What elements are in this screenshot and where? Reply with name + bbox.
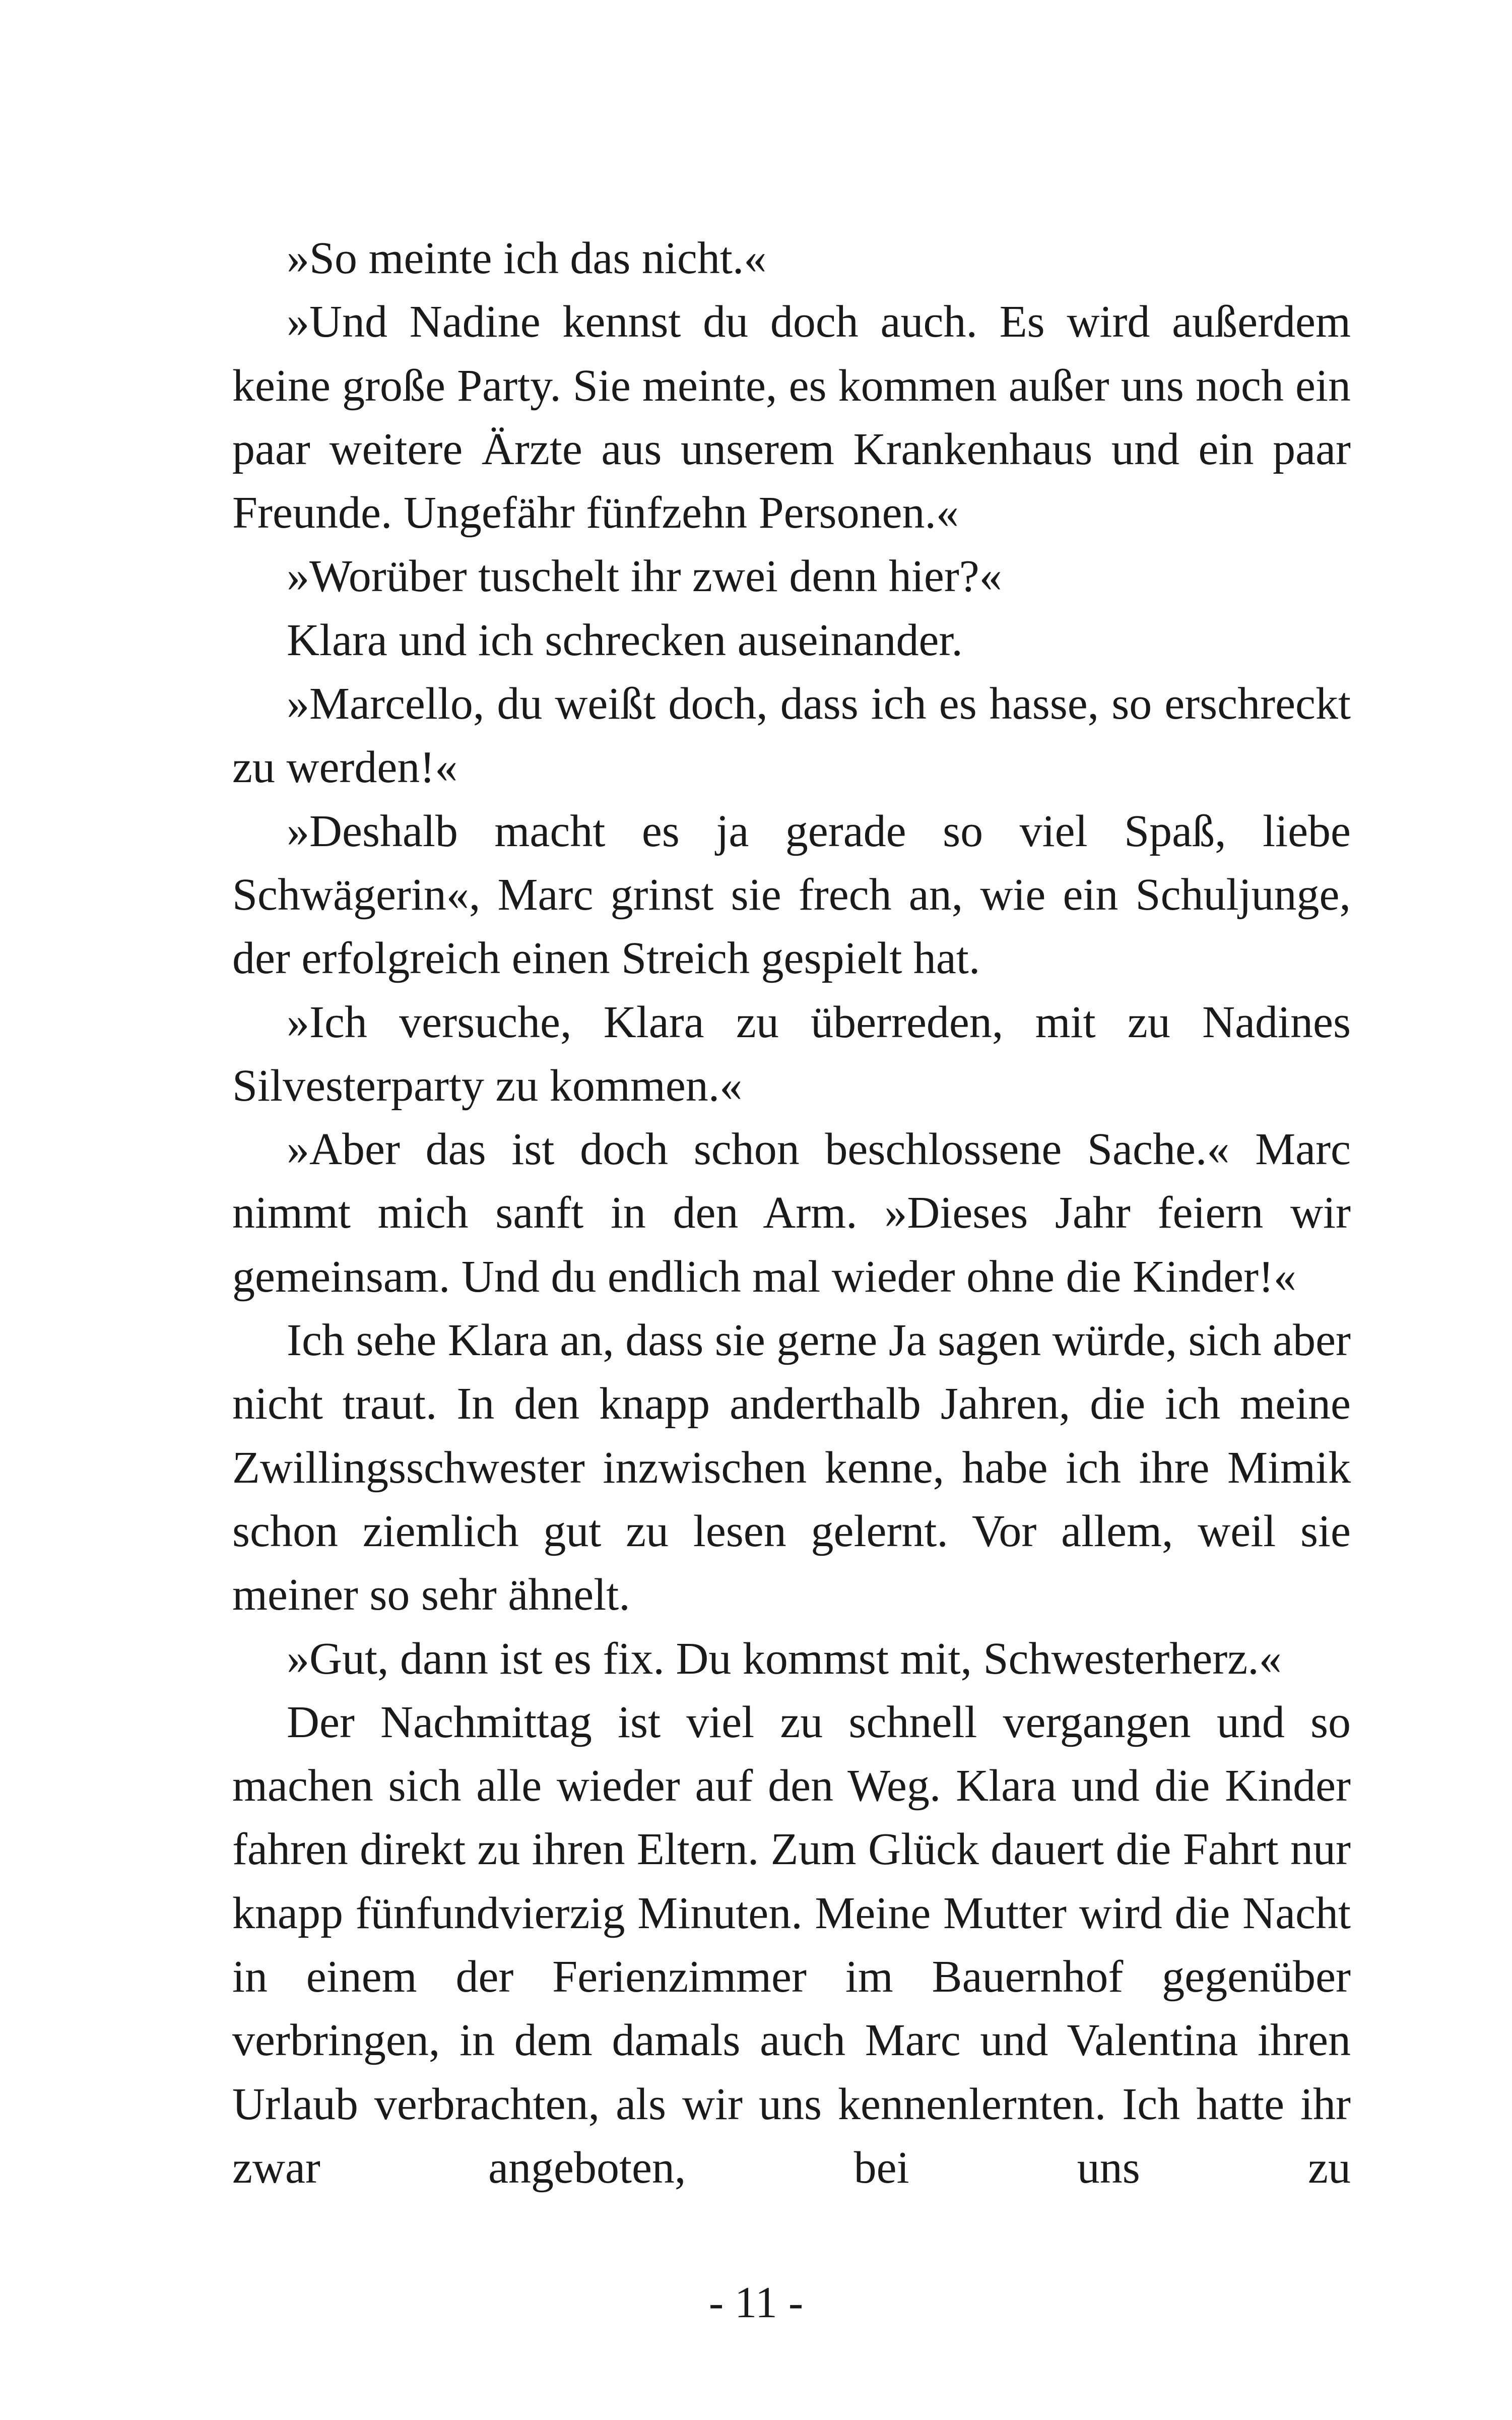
paragraph: »Deshalb macht es ja gerade so viel Spaß, liebe Schwägerin«, Marc grinst sie frech an, wie ein Schuljunge, der erfolgreich einen Streich gespielt hat.: [232, 806, 1351, 984]
paragraph-last: Der Nachmittag ist viel zu schnell vergangen und so machen sich alle wieder auf den Weg. Klara und die Kinder fahren direkt zu ihren Eltern. Zum Glück dauert die Fahrt nur knapp fünfundvierzig Minuten. Meine Mutter wird die Nacht in einem der Ferienzimmer im Bauernhof gegenüber verbringen, in dem damals auch Marc und Valentina ihren Urlaub verbrachten, als wir uns kennenlernten. Ich hatte ihr zwar angeboten, bei uns zu: [232, 1697, 1351, 2193]
paragraph: Klara und ich schrecken auseinander.: [287, 615, 963, 665]
paragraph: »Ich versuche, Klara zu überreden, mit zu Nadines Silvesterparty zu kommen.«: [232, 997, 1351, 1111]
page-number: - 11 -: [708, 2278, 804, 2327]
paragraph: »Aber das ist doch schon beschlossene Sache.« Marc nimmt mich sanft in den Arm. »Dieses Jahr feiern wir gemeinsam. Und du endlich mal wieder ohne die Kinder!«: [232, 1124, 1351, 1302]
paragraph: »Gut, dann ist es fix. Du kommst mit, Schwesterherz.«: [287, 1633, 1282, 1684]
body-text: [232, 227, 1351, 2200]
paragraph: »Marcello, du weißt doch, dass ich es hasse, so erschreckt zu werden!«: [232, 679, 1351, 793]
paragraph: »Worüber tuschelt ihr zwei denn hier?«: [287, 551, 1002, 602]
paragraph: »So meinte ich das nicht.«: [287, 233, 767, 283]
paragraph: »Und Nadine kennst du doch auch. Es wird außerdem keine große Party. Sie meinte, es kommen außer uns noch ein paar weitere Ärzte aus unserem Krankenhaus und ein paar Freunde. Ungefähr fünfzehn Personen.«: [232, 297, 1351, 538]
paragraph: Ich sehe Klara an, dass sie gerne Ja sagen würde, sich aber nicht traut. In den knapp anderthalb Jahren, die ich meine Zwillingsschwester inzwischen kenne, habe ich ihre Mimik schon ziemlich gut zu lesen gelernt. Vor allem, weil sie meiner so sehr ähnelt.: [232, 1315, 1351, 1620]
